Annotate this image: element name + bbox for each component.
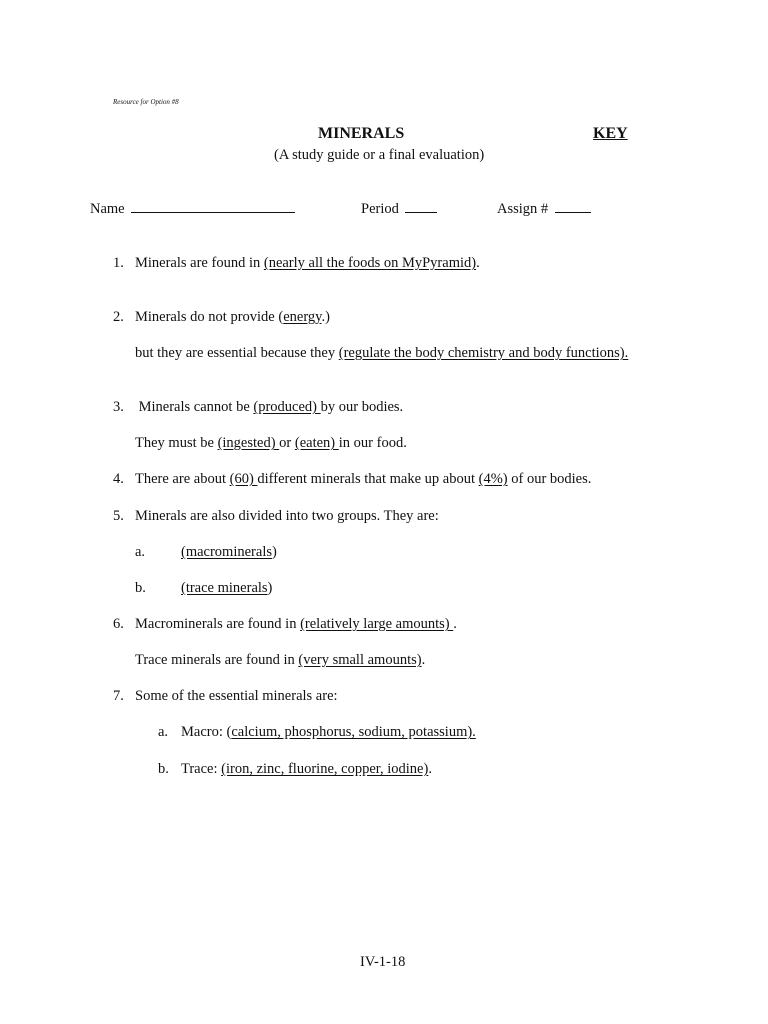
- answer: energy: [283, 309, 322, 325]
- question-number: 2.: [113, 309, 124, 325]
- question-text: Some of the essential minerals are:: [135, 688, 338, 704]
- question-text: There are about: [135, 471, 230, 487]
- assign-blank[interactable]: [555, 200, 591, 213]
- name-blank[interactable]: [131, 200, 295, 213]
- question-6: 6. Macrominerals are found in (relatively large amounts) .: [113, 616, 457, 632]
- resource-note: Resource for Option #8: [113, 98, 179, 106]
- key-label: KEY: [593, 125, 628, 142]
- question-3-line-2: They must be (ingested) or (eaten) in our food.: [135, 435, 407, 451]
- answer: (nearly all the foods on MyPyramid): [263, 255, 477, 271]
- question-7-item-b: b. Trace: (iron, zinc, fluorine, copper, iodine).: [158, 761, 432, 777]
- question-number: 6.: [113, 616, 124, 632]
- question-text: Minerals are also divided into two groups. They are:: [135, 508, 439, 524]
- period-field: [361, 200, 437, 218]
- question-text: Minerals are found in: [135, 255, 264, 271]
- answer: (60): [229, 471, 258, 487]
- question-number: 3.: [113, 399, 124, 415]
- answer: (produced): [253, 399, 321, 415]
- question-text: Minerals cannot be: [135, 399, 254, 415]
- question-text: Macrominerals are found in: [135, 616, 301, 632]
- question-5: [113, 508, 439, 525]
- page-title: MINERALS: [318, 125, 405, 142]
- answer: (trace minerals: [181, 580, 268, 596]
- period-label: Period: [361, 201, 399, 217]
- answer: (4%): [478, 471, 508, 487]
- answer: (regulate the body chemistry and body functions).: [338, 345, 629, 361]
- question-2: 2. Minerals do not provide (energy.): [113, 309, 330, 325]
- item-label: b.: [158, 761, 169, 777]
- answer: (eaten): [294, 435, 339, 451]
- answer: (very small amounts): [298, 652, 422, 668]
- question-number: 1.: [113, 255, 124, 271]
- question-2-line-2: [135, 345, 628, 362]
- question-text: Trace minerals are found in: [135, 652, 299, 668]
- question-number: 5.: [113, 508, 124, 524]
- page-number: IV-1-18: [360, 954, 406, 970]
- period-blank[interactable]: [405, 200, 437, 213]
- item-label: a.: [135, 544, 146, 560]
- question-text: They must be: [135, 435, 218, 451]
- question-text: but they are essential because they: [135, 345, 339, 361]
- question-6-line-2: Trace minerals are found in (very small amounts).: [135, 652, 426, 668]
- name-field: [90, 200, 295, 218]
- item-label: b.: [135, 580, 146, 596]
- question-4: 4. There are about (60) different minerals that make up about (4%) of our bodies.: [113, 471, 592, 487]
- question-number: 7.: [113, 688, 124, 704]
- page-subtitle: (A study guide or a final evaluation): [274, 147, 485, 163]
- question-7: [113, 688, 338, 705]
- question-5-item-a: a. (macrominerals): [135, 544, 277, 560]
- question-number: 4.: [113, 471, 124, 487]
- assign-field: [497, 200, 591, 218]
- assign-label: Assign #: [497, 201, 549, 217]
- question-text: Minerals do not provide: [135, 309, 279, 325]
- answer: (ingested): [217, 435, 280, 451]
- answer: (iron, zinc, fluorine, copper, iodine): [221, 761, 429, 777]
- name-label: Name: [90, 201, 125, 217]
- answer: (relatively large amounts): [300, 616, 454, 632]
- question-7-item-a: a. Macro: (calcium, phosphorus, sodium, potassium).: [158, 724, 476, 740]
- item-label: a.: [158, 724, 169, 740]
- answer: calcium, phosphorus, sodium, potassium).: [231, 724, 476, 740]
- question-3: 3. Minerals cannot be (produced) by our bodies.: [113, 399, 404, 415]
- question-1: 1. Minerals are found in (nearly all the foods on MyPyramid).: [113, 255, 480, 271]
- question-5-item-b: b. (trace minerals): [135, 580, 273, 596]
- answer: (macrominerals: [181, 544, 272, 560]
